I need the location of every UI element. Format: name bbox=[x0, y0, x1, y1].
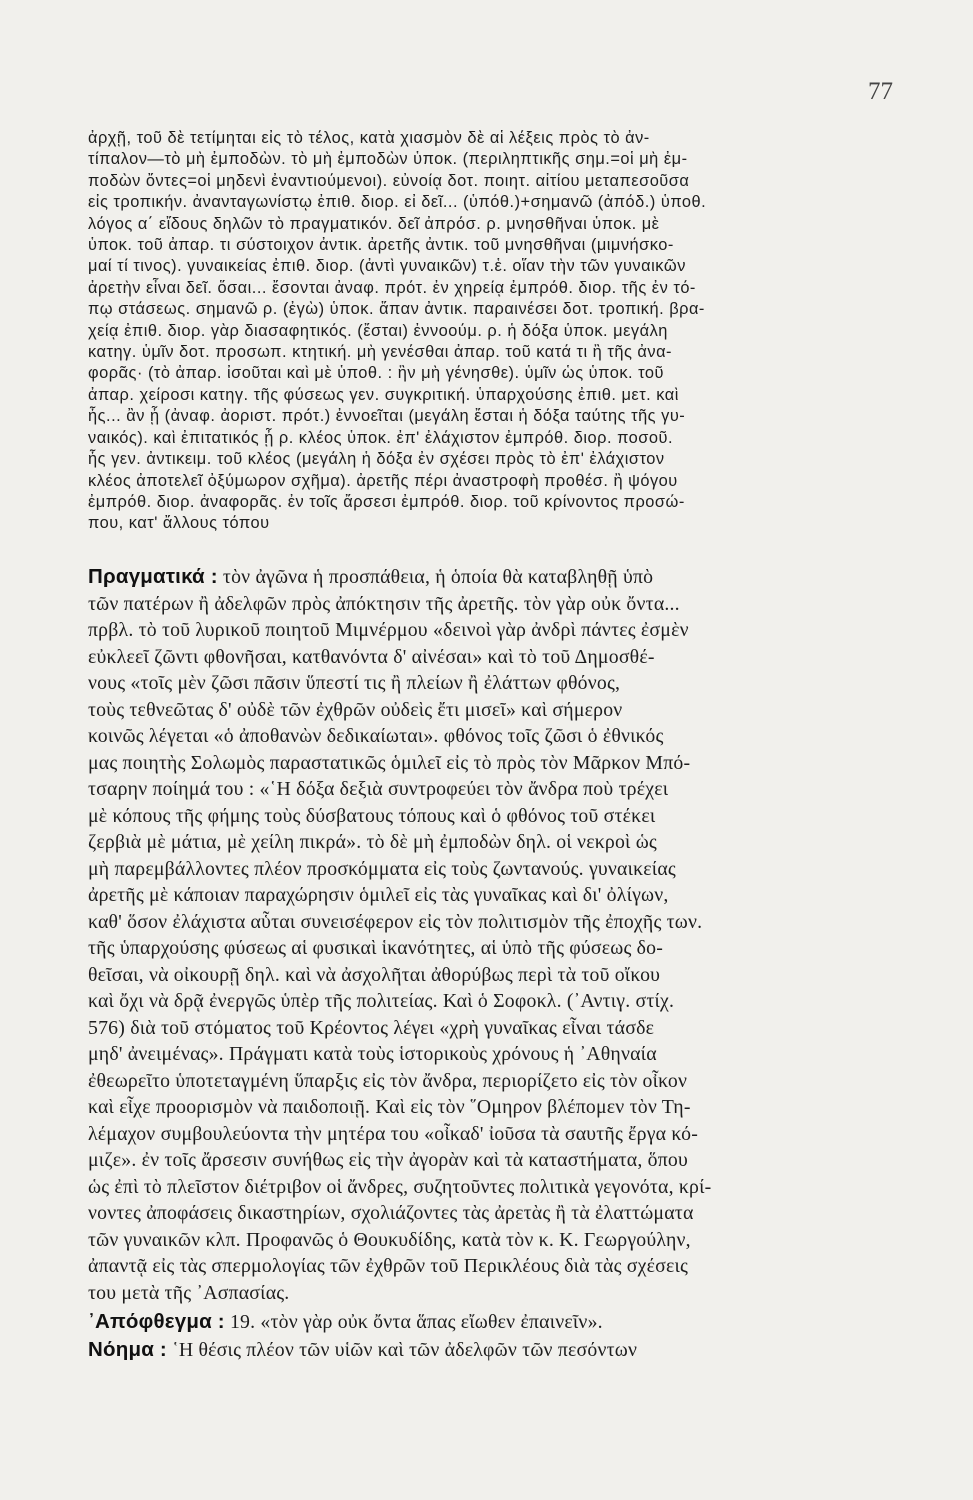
main-line: πρβλ. τὸ τοῦ λυρικοῦ ποιητοῦ Μιμνέρμου «δεινοὶ γὰρ ἀνδρὶ πάντες ἐσμὲν bbox=[88, 619, 689, 641]
notes-line: ἀρετὴν εἶναι δεῖ. ὅσαι... ἔσονται ἀναφ. πρότ. ἐν χηρείᾳ ἐμπρόθ. διορ. τῆς ἐν τό- bbox=[88, 278, 696, 297]
notes-line: κλέος ἀποτελεῖ ὀξύμωρον σχῆμα). ἀρετῆς πέρι ἀναστροφὴ προθέσ. ἢ ψόγου bbox=[88, 471, 678, 490]
apofthegma-line bbox=[88, 1308, 903, 1336]
page-number: 77 bbox=[868, 78, 893, 105]
main-line: τσαρην ποίημά του : «῾Η δόξα δεξιὰ συντροφεύει τὸν ἄνδρα ποὺ τρέχει bbox=[88, 778, 669, 800]
main-line: μὲ κόπους τῆς φήμης τοὺς δύσβατους τόπους καὶ ὁ φθόνος τοῦ στέκει bbox=[88, 804, 656, 827]
grammar-notes bbox=[88, 128, 903, 535]
notes-line: λόγος α΄ εἴδους δηλῶν τὸ πραγματικόν. δεῖ ἀπρόσ. ρ. μνησθῆναι ὑποκ. μὲ bbox=[88, 214, 660, 233]
pragmatika-label: Πραγματικά : bbox=[88, 565, 218, 588]
notes-line: χείᾳ ἐπιθ. διορ. γὰρ διασαφητικός. (ἔσται) ἐννοούμ. ρ. ἡ δόξα ὑποκ. μεγάλη bbox=[88, 321, 668, 340]
main-line: 576) διὰ τοῦ στόματος τοῦ Κρέοντος λέγει «χρὴ γυναῖκας εἶναι τάσδε bbox=[88, 1016, 655, 1039]
main-line: τῆς ὑπαρχούσης φύσεως αἱ φυσικαὶ ἱκανότητες, αἱ ὑπὸ τῆς φύσεως δο- bbox=[88, 937, 664, 959]
main-line: μηδ' ἀνειμένας». Πράγματι κατὰ τοὺς ἱστορικοὺς χρόνους ἡ ᾽Αθηναία bbox=[88, 1043, 657, 1065]
noima-label: Νόημα : bbox=[88, 1338, 167, 1361]
notes-line: ναικός). καὶ ἐπιτατικός ᾖ ρ. κλέος ὑποκ. ἐπ' ἐλάχιστον ἐμπρόθ. διορ. ποσοῦ. bbox=[88, 428, 674, 447]
main-line: μας ποιητὴς Σολωμὸς παραστατικῶς ὁμιλεῖ εἰς τὸ πρὸς τὸν Μᾶρκον Μπό- bbox=[88, 751, 691, 774]
notes-line: που, κατ' ἄλλους τόπου bbox=[88, 514, 270, 533]
notes-line: μαί τί τινος). γυναικείας ἐπιθ. διορ. (ἀντὶ γυναικῶν) τ.ἑ. οἵαν τὴν τῶν γυναικῶν bbox=[88, 257, 686, 276]
main-line: ζερβιὰ μὲ μάτια, μὲ χείλη πικρά». τὸ δὲ μὴ ἐμποδὼν δηλ. οἱ νεκροὶ ὡς bbox=[88, 831, 657, 853]
notes-line: ἀρχῇ, τοῦ δὲ τετίμηται εἰς τὸ τέλος, κατὰ χιασμὸν δὲ αἱ λέξεις πρὸς τὸ ἀν- bbox=[88, 129, 650, 147]
main-line: τοὺς τεθνεῶτας δ' οὐδὲ τῶν ἐχθρῶν οὐδεὶς ἔτι μισεῖ» καὶ σήμερον bbox=[88, 698, 623, 721]
noima-line bbox=[88, 1336, 903, 1364]
main-line: νους «τοῖς μὲν ζῶσι πᾶσιν ὕπεστί τις ἢ πλείων ἢ ἐλάττων φθόνος, bbox=[88, 672, 621, 694]
main-line: καὶ ὄχι νὰ δρᾷ ἐνεργῶς ὑπὲρ τῆς πολιτείας. Καὶ ὁ Σοφοκλ. (᾽Αντιγ. στίχ. bbox=[88, 990, 675, 1012]
main-line: ὡς ἐπὶ τὸ πλεῖστον διέτριβον οἱ ἄνδρες, συζητοῦντες πολιτικὰ γεγονότα, κρί- bbox=[88, 1175, 712, 1198]
notes-line: ἧς γεν. ἀντικειμ. τοῦ κλέος (μεγάλη ἡ δόξα ἐν σχέσει πρὸς τὸ ἐπ' ἐλάχιστον bbox=[88, 450, 665, 469]
notes-line: εἰς τροπικήν. ἀνανταγωνίστῳ ἐπιθ. διορ. εἰ δεῖ... (ὑπόθ.)+σημανῶ (ἀπόδ.) ὑποθ. bbox=[88, 193, 707, 212]
main-line: εὐκλεεῖ ζῶντι φθονῆσαι, κατθανόντα δ' αἰνέσαι» καὶ τὸ τοῦ Δημοσθέ- bbox=[88, 645, 655, 668]
main-line: καθ' ὅσον ἐλάχιστα αὗται συνεισέφερον εἰς τὸν πολιτισμὸν τῆς ἐποχῆς των. bbox=[88, 910, 703, 933]
apofthegma-text: 19. «τὸν γὰρ οὐκ ὄντα ἅπας εἴωθεν ἐπαινεῖν». bbox=[229, 1311, 603, 1333]
notes-line: κατηγ. ὑμῖν δοτ. προσωπ. κτητική. μὴ γενέσθαι ἀπαρ. τοῦ κατά τι ἢ τῆς ἀνα- bbox=[88, 343, 673, 362]
main-line: λέμαχον συμβουλεύοντα τὴν μητέρα του «οἶκαδ' ἰοῦσα τὰ σαυτῆς ἔργα κό- bbox=[88, 1122, 698, 1145]
main-line: μιζε». ἐν τοῖς ἄρσεσιν συνήθως εἰς τὴν ἀγορὰν καὶ τὰ καταστήματα, ὅπου bbox=[88, 1149, 688, 1171]
main-line: καὶ εἶχε προορισμὸν νὰ παιδοποιῇ. Καὶ εἰς τὸν ῞Ομηρον βλέπομεν τὸν Τη- bbox=[88, 1096, 691, 1118]
pragmatika-first-line: τὸν ἀγῶνα ἡ προσπάθεια, ἡ ὁποία θὰ καταβληθῇ ὑπὸ bbox=[222, 566, 654, 588]
main-line: τῶν πατέρων ἢ ἀδελφῶν πρὸς ἀπόκτησιν τῆς ἀρετῆς. τὸν γὰρ οὐκ ὄντα... bbox=[88, 592, 680, 615]
closing-sections bbox=[88, 1308, 903, 1364]
notes-line: φορᾶς· (τὸ ἀπαρ. ἰσοῦται καὶ μὲ ὑποθ. : ἣν μὴ γένησθε). ὑμῖν ὡς ὑποκ. τοῦ bbox=[88, 364, 664, 383]
notes-line: ὑποκ. τοῦ ἀπαρ. τι σύστοιχον ἀντικ. ἀρετῆς ἀντικ. τοῦ μνησθῆναι (μιμνήσκο- bbox=[88, 236, 674, 255]
notes-line: ἧς... ἂν ᾖ (ἀναφ. ἀοριστ. πρότ.) ἐννοεῖται (μεγάλη ἔσται ἡ δόξα ταύτης τῆς γυ- bbox=[88, 407, 686, 426]
main-line: του μετὰ τῆς ᾽Ασπασίας. bbox=[88, 1281, 290, 1304]
notes-line: ποδὼν ὄντες=οἱ μηδενὶ ἐναντιούμενοι). εὐνοίᾳ δοτ. ποιητ. αἰτίου μεταπεσοῦσα bbox=[88, 171, 690, 190]
main-line: ἐθεωρεῖτο ὑποτεταγμένη ὕπαρξις εἰς τὸν ἄνδρα, περιορίζετο εἰς τὸν οἶκον bbox=[88, 1069, 688, 1092]
main-line: ἀπαντᾷ εἰς τὰς σπερμολογίας τῶν ἐχθρῶν τοῦ Περικλέους διὰ τὰς σχέσεις bbox=[88, 1255, 689, 1277]
notes-line: ἐμπρόθ. διορ. ἀναφορᾶς. ἐν τοῖς ἄρσεσι ἐμπρόθ. διορ. τοῦ κρίνοντος προσώ- bbox=[88, 492, 685, 511]
notes-line: τίπαλον—τὸ μὴ ἐμποδὼν. τὸ μὴ ἐμποδὼν ὑποκ. (περιληπτικῆς σημ.=οἱ μὴ ἐμ- bbox=[88, 150, 688, 169]
apofthegma-label: ᾽Απόφθεγμα : bbox=[88, 1310, 225, 1333]
pragmatika-line bbox=[88, 564, 903, 591]
notes-line: πῳ στάσεως. σημανῶ ρ. (ἐγὼ) ὑποκ. ἅπαν ἀντικ. παραινέσει δοτ. τροπική. βρα- bbox=[88, 300, 705, 319]
main-line: τῶν γυναικῶν κλπ. Προφανῶς ὁ Θουκυδίδης, κατὰ τὸν κ. Κ. Γεωργούλην, bbox=[88, 1228, 691, 1251]
noima-text: ῾Η θέσις πλέον τῶν υἱῶν καὶ τῶν ἀδελφῶν τῶν πεσόντων bbox=[172, 1339, 638, 1361]
commentary-text bbox=[88, 564, 903, 1364]
main-line: θεῖσαι, νὰ οἰκουρῇ δηλ. καὶ νὰ ἀσχολῆται ἀθορύβως περὶ τὰ τοῦ οἴκου bbox=[88, 963, 661, 986]
main-line: ἀρετῆς μὲ κάποιαν παραχώρησιν ὁμιλεῖ εἰς τὰς γυναῖκας καὶ δι' ὀλίγων, bbox=[88, 884, 669, 906]
main-line: μὴ παρεμβάλλοντες πλέον προσκόμματα εἰς τοὺς ζωντανούς. γυναικείας bbox=[88, 857, 676, 880]
main-line: κοινῶς λέγεται «ὁ ἀποθανὼν δεδικαίωται». φθόνος τοῖς ζῶσι ὁ ἐθνικός bbox=[88, 725, 664, 747]
notes-line: ἀπαρ. χείροσι κατηγ. τῆς φύσεως γεν. συγκριτική. ὑπαρχούσης ἐπιθ. μετ. καὶ bbox=[88, 385, 679, 404]
main-line: νοντες ἀποφάσεις δικαστηρίων, σχολιάζοντες τὰς ἀρετὰς ἢ τὰ ἐλαττώματα bbox=[88, 1202, 694, 1224]
